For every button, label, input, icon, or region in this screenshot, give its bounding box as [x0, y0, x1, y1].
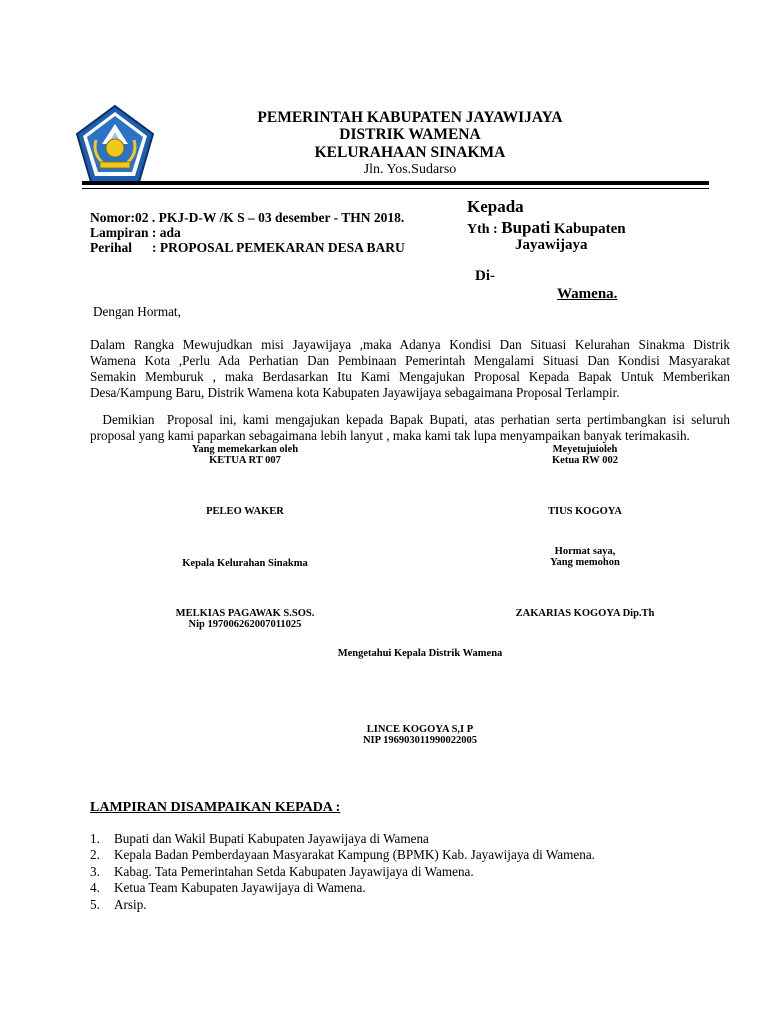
subject-value: : PROPOSAL PEMEKARAN DESA BARU — [152, 240, 405, 255]
list-item — [90, 880, 595, 896]
paragraph-line: Dalam Rangka Mewujudkan misi Jayawijaya ,maka Adanya Kondisi Dan Situasi Kelurahan Sinakma Distrik — [90, 337, 730, 352]
header-address: Jln. Yos.Sudarso — [363, 162, 457, 177]
letter-number: Nomor:02 . PKJ-D-W /K S – 03 desember - THN 2018. — [90, 210, 405, 225]
pemohon-signature-block — [480, 546, 690, 568]
rt-signature-block — [150, 444, 340, 466]
distrik-name: LINCE KOGOYA S,I P — [366, 724, 474, 735]
list-number: 4. — [90, 880, 100, 896]
paragraph-line: proposal yang kami paparkan sebagaimana lebih lanyut , maka kami tak lupa menyampaikan banyak terimakasih. — [90, 428, 690, 443]
lurah-title: Kepala Kelurahan Sinakma — [182, 558, 308, 569]
addressee-yth — [467, 218, 626, 238]
addressee-di: Di- — [475, 268, 495, 284]
addressee-kabupaten: Kabupaten — [553, 221, 626, 237]
paragraph-line: Semakin Memburuk , maka Berdasarkan Itu Kami Mengajukan Proposal Kepada Bapak Untuk Memberikan — [90, 369, 730, 384]
letter-attachment: Lampiran : ada — [90, 225, 181, 240]
greeting: Dengan Hormat, — [93, 304, 181, 319]
yth-label: Yth : — [467, 222, 498, 237]
memohon-text: Yang memohon — [550, 557, 620, 568]
header-district-name: DISTRIK WAMENA — [339, 126, 481, 143]
rw-signature-block — [490, 444, 680, 466]
addressee-kepada: Kepada — [467, 197, 524, 216]
jayawijaya-emblem-logo — [74, 104, 156, 186]
list-number: 2. — [90, 847, 100, 863]
list-item — [90, 847, 595, 863]
letter-subject — [90, 240, 405, 256]
list-text: Arsip. — [114, 896, 147, 912]
rw-title: Ketua RW 002 — [552, 455, 618, 466]
hormat-text: Hormat saya, — [554, 546, 616, 557]
paragraph-line: Demikian Proposal ini, kami mengajukan kepada Bapak Bupati, atas perhatian serta pertimbangkan isi seluruh — [90, 412, 730, 427]
rt-title: KETUA RT 007 — [209, 455, 281, 466]
attachments-list — [90, 831, 595, 913]
list-item — [90, 831, 595, 847]
header-rule-thick — [82, 181, 709, 185]
list-number: 5. — [90, 896, 100, 912]
list-item — [90, 864, 595, 880]
body-paragraph-2 — [90, 412, 730, 444]
list-text: Ketua Team Kabupaten Jayawijaya di Wamena. — [114, 880, 366, 896]
subject-label: Perihal — [90, 240, 132, 255]
rw-name: TIUS KOGOYA — [547, 506, 622, 517]
pemohon-name: ZAKARIAS KOGOYA Dip.Th — [515, 608, 655, 619]
list-item — [90, 897, 595, 913]
header-government-name: PEMERINTAH KABUPATEN JAYAWIJAYA — [257, 109, 563, 126]
lurah-signature-block — [130, 608, 360, 630]
lurah-nip: Nip 197006262007011025 — [188, 619, 302, 630]
list-text: Kepala Badan Pemberdayaan Masyarakat Kampung (BPMK) Kab. Jayawijaya di Wamena. — [114, 847, 595, 863]
addressee-wamena: Wamena. — [557, 286, 618, 302]
body-paragraph-1 — [90, 337, 730, 401]
mengetahui-text: Mengetahui Kepala Distrik Wamena — [337, 648, 503, 659]
list-text: Kabag. Tata Pemerintahan Setda Kabupaten Jayawijaya di Wamena. — [114, 863, 474, 879]
distrik-signature-block — [300, 724, 540, 746]
paragraph-line: Wamena Kota ,Perlu Ada Perhatian Dan Pembinaan Pemerintah Mengalami Situasi Dan Kondisi Masyarakat — [90, 353, 730, 368]
rt-name: PELEO WAKER — [206, 506, 284, 517]
list-number: 3. — [90, 863, 100, 879]
paragraph-line: Desa/Kampung Baru, Distrik Wamena kota Kabupaten Jayawijaya sebagaimana Proposal Terlampir. — [90, 385, 620, 400]
attachments-title: LAMPIRAN DISAMPAIKAN KEPADA : — [90, 800, 341, 815]
list-text: Bupati dan Wakil Bupati Kabupaten Jayawijaya di Wamena — [114, 831, 429, 846]
list-number: 1. — [90, 831, 100, 846]
rt-role: Yang memekarkan oleh — [191, 444, 299, 455]
distrik-nip: NIP 196903011990022005 — [362, 735, 478, 746]
addressee-bupati: Bupati — [501, 218, 551, 237]
header-rule-thin — [82, 188, 709, 189]
lurah-name: MELKIAS PAGAWAK S.SOS. — [175, 608, 315, 619]
addressee-jayawijaya: Jayawijaya — [515, 237, 588, 253]
rw-role: Meyetujuioleh — [552, 444, 618, 455]
header-village-name: KELURAHAAN SINAKMA — [314, 144, 506, 161]
